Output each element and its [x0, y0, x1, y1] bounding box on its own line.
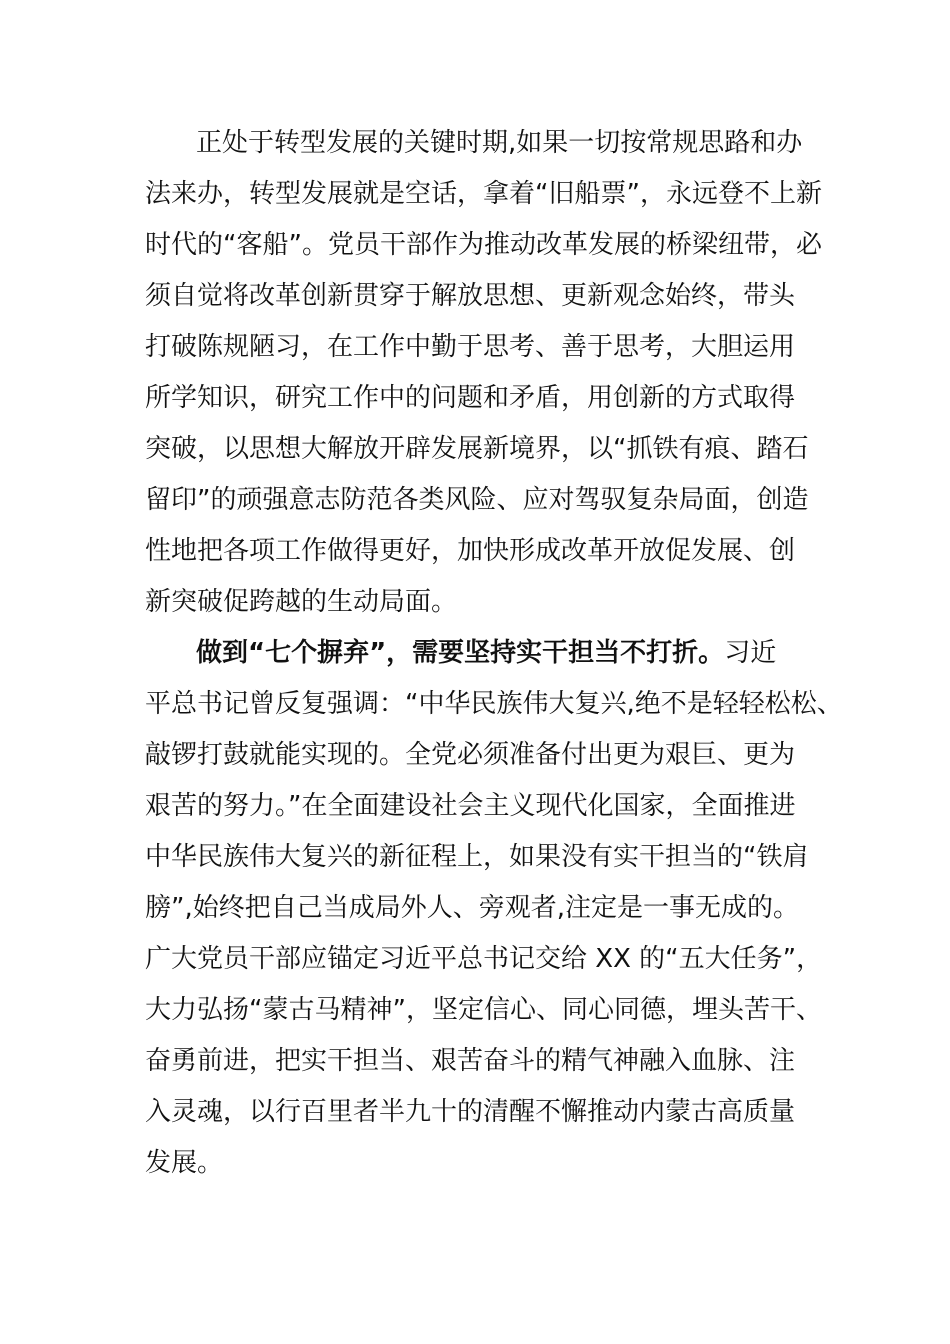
- paragraph-2-first-line-tail: 习近: [724, 638, 777, 668]
- paragraph-2-line: 膀”,始终把自己当成局外人、旁观者,注定是一事无成的。: [145, 893, 799, 923]
- paragraph-2-line: 平总书记曾反复强调：“中华民族伟大复兴,绝不是轻轻松松、: [145, 689, 843, 719]
- paragraph-2-line: 艰苦的努力。”在全面建设社会主义现代化国家，全面推进: [145, 791, 796, 821]
- paragraph-1-line: 须自觉将改革创新贯穿于解放思想、更新观念始终，带头: [145, 281, 796, 311]
- paragraph-1-line: 性地把各项工作做得更好，加快形成改革开放促发展、创: [145, 536, 796, 566]
- paragraph-1-line: 法来办，转型发展就是空话，拿着“旧船票”，永远登不上新: [145, 179, 822, 209]
- paragraph-2-line: 中华民族伟大复兴的新征程上，如果没有实干担当的“铁肩: [145, 842, 809, 872]
- paragraph-2-line: 敲锣打鼓就能实现的。全党必须准备付出更为艰巨、更为: [145, 740, 796, 770]
- paragraph-1-line: 时代的“客船”。党员干部作为推动改革发展的桥梁纽带，必: [145, 230, 822, 260]
- paragraph-2-line: 入灵魂，以行百里者半九十的清醒不懈推动内蒙古高质量: [145, 1097, 796, 1127]
- paragraph-2-line: 奋勇前进，把实干担当、艰苦奋斗的精气神融入血脉、注: [145, 1046, 796, 1076]
- paragraph-2-line: 大力弘扬“蒙古马精神”，坚定信心、同心同德，埋头苦干、: [145, 995, 822, 1025]
- paragraph-1-line: 所学知识，研究工作中的问题和矛盾，用创新的方式取得: [145, 383, 796, 413]
- paragraph-1-line: 新突破促跨越的生动局面。: [145, 587, 458, 617]
- paragraph-1-line: 打破陈规陋习，在工作中勤于思考、善于思考，大胆运用: [145, 332, 796, 362]
- paragraph-2-heading: 做到“七个摒弃”，需要坚持实干担当不打折。: [196, 638, 725, 668]
- paragraph-2-line: 发展。: [145, 1148, 224, 1178]
- document-body: [145, 118, 843, 1189]
- paragraph-1-line: 突破，以思想大解放开辟发展新境界，以“抓铁有痕、踏石: [145, 434, 809, 464]
- paragraph-2-first-line: [145, 628, 835, 679]
- paragraph-1-line: 正处于转型发展的关键时期,如果一切按常规思路和办: [196, 128, 803, 158]
- paragraph-1-line: 留印”的顽强意志防范各类风险、应对驾驭复杂局面，创造: [145, 485, 809, 515]
- paragraph-2-line: 广大党员干部应锚定习近平总书记交给 XX 的“五大任务”，: [145, 944, 823, 974]
